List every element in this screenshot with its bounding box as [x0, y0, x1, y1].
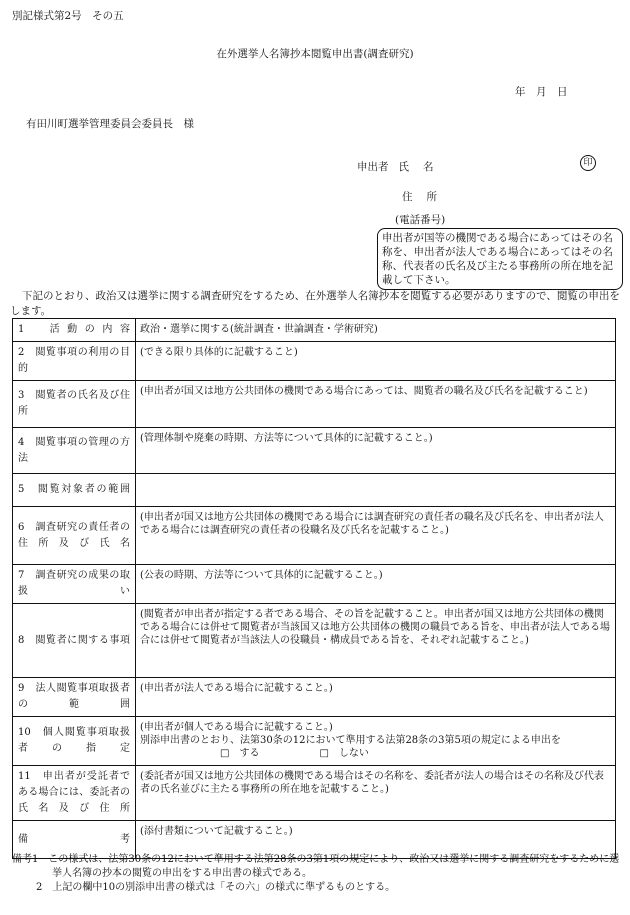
row-label: 4 閲覧事項の管理の方法 — [13, 428, 136, 474]
table-row — [13, 678, 616, 717]
checkbox-no[interactable]: □ しない — [319, 748, 369, 759]
addressee: 有田川町選挙管理委員会委員長 様 — [26, 118, 194, 130]
table-row — [13, 474, 616, 507]
designation-checkboxes — [140, 747, 611, 760]
row-value[interactable]: (公表の時期、方法等について具体的に記載すること。) — [136, 565, 616, 604]
row-value[interactable]: 政治・選挙に関する(統計調査・世論調査・学術研究) — [136, 319, 616, 342]
bracket-note: 申出者が国等の機関である場合にあってはその名称を、申出者が法人である場合にあってはその名称、代表者の氏名及び主たる事務所の所在地を記載して下さい。 — [377, 228, 623, 290]
row-label: 6 調査研究の責任者の住所及び氏名 — [13, 507, 136, 565]
checkbox-yes[interactable]: □ する — [220, 748, 260, 759]
row-label: 9 法人閲覧事項取扱者の範囲 — [13, 678, 136, 717]
row-label: 11 申出者が受託者である場合には、委託者の氏名及び住所 — [13, 766, 136, 821]
row-label: 1 活動の内容 — [13, 319, 136, 342]
table-row — [13, 507, 616, 565]
row-label: 10 個人閲覧事項取扱者の指定 — [13, 717, 136, 766]
row-label: 3 閲覧者の氏名及び住所 — [13, 381, 136, 428]
row-value[interactable]: (閲覧者が申出者が指定する者である場合、その旨を記載すること。申出者が国又は地方公共団体の機関である場合には併せて閲覧者が当該国又は地方公共団体の機関の職員である旨を、申出者が法人である場合には併せて閲覧者が当該法人の役職員・構成員である旨を、それぞれ記載すること。) — [136, 604, 616, 678]
row-value[interactable] — [136, 474, 616, 507]
note-1: 備考1 この様式は、法第30条の12において準用する法第28条の3第1項の規定により、政治又は選挙に関する調査研究をするために選挙人名簿の抄本の閲覧の申出をする申出書の様式である。 — [12, 854, 620, 879]
intro-paragraph: 下記のとおり、政治又は選挙に関する調査研究をするため、在外選挙人名簿抄本を閲覧する必要がありますので、閲覧の申出をします。 — [10, 290, 620, 317]
row-value-note: (申出者が個人である場合に記載すること。) — [140, 722, 333, 733]
row-value[interactable]: (申出者が国又は地方公共団体の機関である場合にあっては、閲覧者の職名及び氏名を記載すること) — [136, 381, 616, 428]
address-label: 住所 — [402, 191, 451, 203]
row-label: 8 閲覧者に関する事項 — [13, 604, 136, 678]
row-value-statement: 別添申出書のとおり、法第30条の12において準用する法第28条の3第5項の規定による申出を — [140, 735, 561, 746]
applicant-name-row — [357, 159, 448, 174]
form-number: 別記様式第2号 その五 — [12, 10, 124, 22]
applicant-label: 申出者 — [357, 161, 389, 173]
row-value[interactable]: (申出者が法人である場合に記載すること。) — [136, 678, 616, 717]
table-row — [13, 428, 616, 474]
name-label: 氏名 — [398, 161, 448, 173]
note-2: 2 上記の欄中10の別添申出書の様式は「その六」の様式に準ずるものとする。 — [36, 882, 396, 893]
application-table — [12, 318, 616, 859]
row-label: 7 調査研究の成果の取扱い — [13, 565, 136, 604]
table-row — [13, 342, 616, 381]
row-label: 備考 — [13, 821, 136, 859]
row-value[interactable]: (委託者が国又は地方公共団体の機関である場合はその名称を、委託者が法人の場合はその名称及び代表者の氏名並びに主たる事務所の所在地を記載すること。) — [136, 766, 616, 821]
table-row — [13, 604, 616, 678]
row-label: 2 閲覧事項の利用の目的 — [13, 342, 136, 381]
table-row — [13, 381, 616, 428]
table-row — [13, 565, 616, 604]
table-row — [13, 766, 616, 821]
row-value[interactable]: (申出者が国又は地方公共団体の機関である場合には調査研究の責任者の職名及び氏名を、申出者が法人である場合には調査研究の責任者の役職名及び氏名を記載すること。) — [136, 507, 616, 565]
row-label: 5 閲覧対象者の範囲 — [13, 474, 136, 507]
form-title: 在外選挙人名簿抄本閲覧申出書(調査研究) — [216, 48, 414, 60]
date-line: 年 月 日 — [515, 86, 568, 98]
seal-mark: 印 — [580, 155, 596, 171]
table-row — [13, 319, 616, 342]
phone-label: (電話番号) — [395, 214, 446, 226]
table-row — [13, 717, 616, 766]
row-value[interactable]: (添付書類について記載すること。) — [136, 821, 616, 859]
notes — [12, 853, 622, 895]
row-value — [136, 717, 616, 766]
row-value[interactable]: (管理体制や廃棄の時期、方法等について具体的に記載すること。) — [136, 428, 616, 474]
row-value[interactable]: (できる限り具体的に記載すること) — [136, 342, 616, 381]
